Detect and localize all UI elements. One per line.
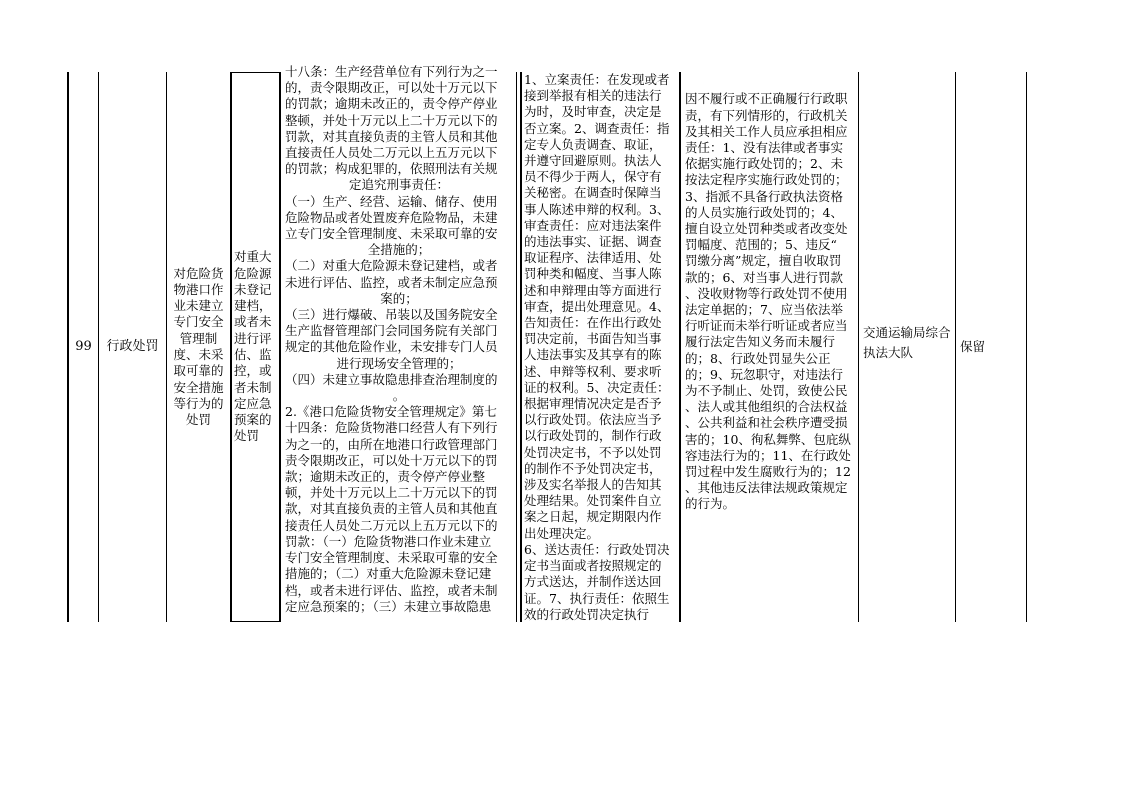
grid-line <box>680 72 681 622</box>
duty-line: 审查责任：应对违法案件 <box>524 217 662 233</box>
accountability-line: 及其相关工作人员应承担相应 <box>685 123 848 139</box>
accountability-line: 害的；10、徇私舞弊、包庇纵 <box>685 431 851 447</box>
grid-line <box>858 72 859 622</box>
duty-line: 人违法事实及其享有的陈 <box>524 347 662 363</box>
category-label: 行政处罚 <box>106 338 159 354</box>
duty-line: 以行政处罚。依法应当予 <box>524 412 662 428</box>
item-name: 对危险货物港口作业未建立专门安全管理制度、未采取可靠的安全措施等行为的处罚 <box>173 265 224 428</box>
legal-basis-line: 的罚款；构成犯罪的，依照刑法有关规 <box>285 161 498 177</box>
duty-line: 的制作不予处罚决定书， <box>524 460 662 476</box>
legal-basis-line: 规定的其他危险作业，未安排专门人员 <box>285 339 498 355</box>
legal-basis-text <box>285 64 513 615</box>
duty-cell <box>521 72 680 622</box>
duty-line: 6、送达责任：行政处罚决 <box>524 541 670 557</box>
legal-basis-line: 款；逾期未改正的，责令停产停业整 <box>285 469 486 485</box>
legal-basis-line: 整顿，并处十万元以上二十万元以下的 <box>285 112 498 128</box>
duty-line: 方式送达，并制作送达回 <box>524 574 662 590</box>
duty-line: 出处理决定。 <box>524 525 600 541</box>
duty-line: 事人陈述申辩的权利。3、 <box>524 201 670 217</box>
category-cell <box>99 72 166 622</box>
legal-basis-line: 2.《港口危险货物安全管理规定》第七 <box>285 404 497 420</box>
legal-basis-line: （二）对重大危险源未登记建档，或者 <box>285 258 498 274</box>
accountability-line: 、其他违反法律法规政策规定 <box>685 480 848 496</box>
duty-line: 的违法事实、证据、调查 <box>524 234 662 250</box>
duty-line: 罚决定前，书面告知当事 <box>524 331 662 347</box>
duty-line: 效的行政处罚决定执行 <box>524 606 650 622</box>
duty-line: 并遵守回避原则。执法人 <box>524 153 662 169</box>
status-cell <box>958 72 1026 622</box>
grid-line <box>1026 72 1027 622</box>
legal-basis-line: 款，对其直接负责的主管人员和其他直 <box>285 501 498 517</box>
accountability-line: 、法人或其他组织的合法权益 <box>685 399 848 415</box>
sub-item-name: 对重大危险源未登记建档，或者未进行评估、监控，或者未制定应急预案的处罚 <box>234 249 272 444</box>
legal-basis-line: 全措施的； <box>367 242 431 258</box>
duty-line: 告知责任：在作出行政处 <box>524 315 662 331</box>
legal-basis-line: 专门安全管理制度、未采取可靠的安全 <box>285 550 498 566</box>
seq-number: 99 <box>75 338 92 354</box>
legal-basis-line: （四）未建立事故隐患排查治理制度的 <box>285 371 498 387</box>
legal-basis-line: （三）进行爆破、吊装以及国务院安全 <box>285 307 498 323</box>
status-label: 保留 <box>960 338 986 354</box>
duty-line: 处理结果。处罚案件自立 <box>524 493 662 509</box>
duty-line: 证。7、执行责任：依照生 <box>524 590 670 606</box>
accountability-line: 因不履行或不正确履行行政职 <box>685 91 848 107</box>
accountability-line: 按法定程序实施行政处罚的； <box>685 172 848 188</box>
accountability-line: 罚过程中发生腐败行为的；12 <box>685 464 851 480</box>
duty-line: 关秘密。在调查时保障当 <box>524 185 662 201</box>
accountability-line: 责任：1、没有法律或者事实 <box>685 139 843 155</box>
accountability-line: 的人员实施行政处罚的；4、 <box>685 204 843 220</box>
duty-line: 定专人负责调查、取证， <box>524 136 662 152</box>
accountability-line: 履行法定告知义务而未履行 <box>685 334 836 350</box>
duty-line: 定书当面或者按照规定的 <box>524 558 662 574</box>
grid-line <box>516 72 517 622</box>
accountability-line: 擅自设立处罚种类或者改变处 <box>685 220 848 236</box>
accountability-line: 容违法行为的；11、在行政处 <box>685 447 851 463</box>
duty-line: 审查，提出处理意见。4、 <box>524 298 670 314</box>
accountability-line: 的行为。 <box>685 496 736 512</box>
accountability-cell <box>683 72 858 622</box>
accountability-line: 的；8、行政处罚显失公正 <box>685 350 831 366</box>
legal-basis-line: 顿，并处十万元以上二十万元以下的罚 <box>285 485 498 501</box>
legal-basis-line: 案的； <box>380 290 418 306</box>
accountability-line: 罚缴分离”规定，擅自收取罚 <box>685 253 842 269</box>
duty-line: 涉及实名举报人的告知其 <box>524 477 662 493</box>
duty-line: 1、立案责任：在发现或者 <box>524 72 670 87</box>
duty-line: 接到举报有相关的违法行 <box>524 88 662 104</box>
duty-line: 取证程序、法律适用、处 <box>524 250 662 266</box>
duty-line: 案之日起，规定期限内作 <box>524 509 662 525</box>
duty-line: 否立案。2、调查责任：指 <box>524 120 670 136</box>
legal-basis-line: 生产监督管理部门会同国务院有关部门 <box>285 323 498 339</box>
accountability-line: 罚幅度、范围的；5、违反“ <box>685 237 837 253</box>
duty-line: 员不得少于两人，保守有 <box>524 169 662 185</box>
duty-line: 以行政处罚的，制作行政 <box>524 428 662 444</box>
grid-line <box>955 72 956 622</box>
accountability-line: 、公共利益和社会秩序遭受损 <box>685 415 848 431</box>
legal-basis-line: 危险物品或者处置废弃危险物品，未建 <box>285 209 498 225</box>
accountability-line: 、没收财物等行政处罚不使用 <box>685 285 848 301</box>
duty-box <box>521 72 680 622</box>
seq-cell <box>69 72 98 622</box>
grid-line <box>280 72 281 622</box>
legal-basis-line: 的，责令限期改正，可以处十万元以下 <box>285 80 498 96</box>
accountability-line: 款的；6、对当事人进行罚款 <box>685 269 843 285</box>
duty-line: 根据审理情况决定是否予 <box>524 396 662 412</box>
legal-basis-line: 定应急预案的；（三）未建立事故隐患 <box>285 598 492 614</box>
department-cell <box>861 72 955 622</box>
legal-basis-line: 十八条：生产经营单位有下列行为之一 <box>285 64 498 79</box>
accountability-line: 的；9、玩忽职守，对违法行 <box>685 366 843 382</box>
accountability-line: 法定单据的；7、应当依法举 <box>685 302 843 317</box>
accountability-line: 责，有下列情形的，行政机关 <box>685 107 848 123</box>
accountability-line: 3、指派不具备行政执法资格 <box>685 188 843 204</box>
duty-text <box>524 72 677 622</box>
legal-basis-line: （一）生产、经营、运输、储存、使用 <box>285 193 498 209</box>
item-name-cell <box>167 72 230 622</box>
legal-basis-line: 。 <box>392 388 406 404</box>
legal-basis-line: 罚款，对其直接负责的主管人员和其他 <box>285 128 498 144</box>
accountability-line: 为不予制止、处罚，致使公民 <box>685 383 848 399</box>
legal-basis-line: 为之一的，由所在地港口行政管理部门 <box>285 436 498 452</box>
sub-item-cell <box>231 72 280 622</box>
duty-line: 述和申辩理由等方面进行 <box>524 282 662 298</box>
legal-basis-line: 档，或者未进行评估、监控，或者未制 <box>285 582 498 598</box>
legal-basis-line: 措施的；（二）对重大危险源未登记建 <box>285 566 492 582</box>
duty-line: 为时，及时审查，决定是 <box>524 104 662 120</box>
sub-item-box <box>231 72 280 622</box>
duty-line: 处罚决定书，不予以处罚 <box>524 444 662 460</box>
legal-basis-line: 罚款：（一）危险货物港口作业未建立 <box>285 533 492 549</box>
legal-basis-line: 立专门安全管理制度、未采取可靠的安 <box>285 226 498 242</box>
legal-basis-line: 十四条：危险货物港口经营人有下列行 <box>285 420 498 436</box>
legal-basis-line: 的罚款；逾期未改正的，责令停产停业 <box>285 96 498 112</box>
accountability-line: 依据实施行政处罚的；2、未 <box>685 156 843 172</box>
accountability-line: 行听证而未举行听证或者应当 <box>685 318 848 334</box>
department-name: 交通运输局综合执法大队 <box>863 325 951 360</box>
duty-line: 证的权利。5、决定责任： <box>524 379 670 395</box>
duty-line: 述、申辩等权利、要求听 <box>524 363 662 379</box>
legal-basis-line: 定追究刑事责任： <box>348 177 449 193</box>
duty-line: 罚种类和幅度、当事人陈 <box>524 266 662 282</box>
legal-basis-line: 未进行评估、监控，或者未制定应急预 <box>285 274 498 290</box>
legal-basis-line: 进行现场安全管理的； <box>336 355 462 371</box>
legal-basis-line: 责令限期改正，可以处十万元以下的罚 <box>285 452 498 468</box>
legal-basis-line: 直接责任人员处二万元以上五万元以下 <box>285 145 498 161</box>
legal-basis-line: 接责任人员处二万元以上五万元以下的 <box>285 517 498 533</box>
accountability-text <box>685 91 851 512</box>
legal-basis-cell <box>282 64 516 622</box>
